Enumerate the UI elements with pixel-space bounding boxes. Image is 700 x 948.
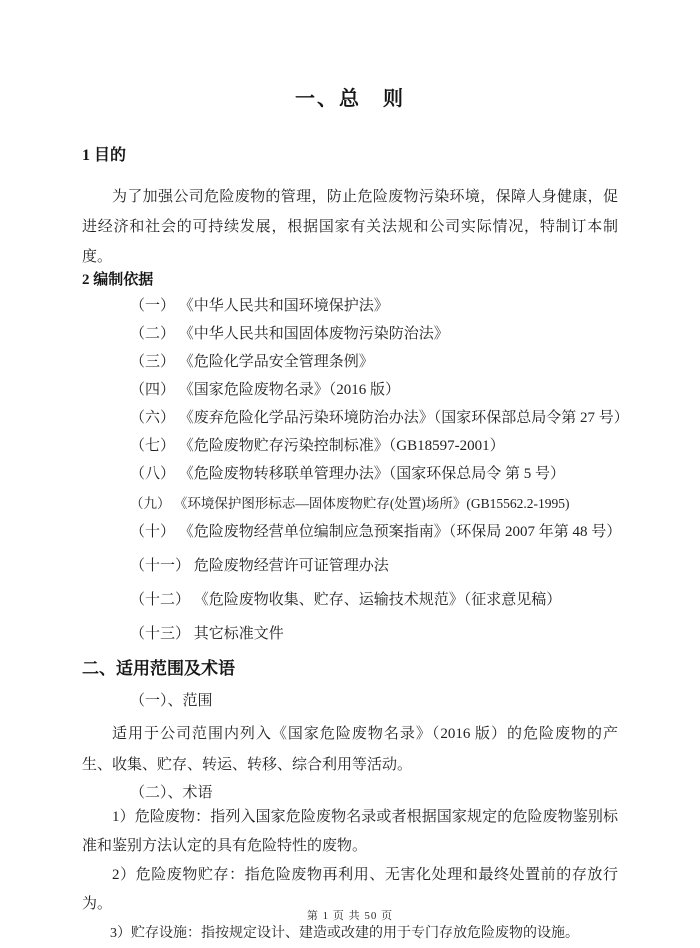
basis-item-4: （四） 《国家危险废物名录》（2016 版） <box>130 382 401 398</box>
basis-item-3: （三） 《危险化学品安全管理条例》 <box>130 354 374 370</box>
purpose-paragraph: 为了加强公司危险废物的管理，防止危险废物污染环境，保障人身健康，促进经济和社会的可持续发展，根据国家有关法规和公司实际情况，特制订本制度。 <box>82 189 618 265</box>
basis-item-12: （十二） 《危险废物收集、贮存、运输技术规范》（征求意见稿） <box>130 592 562 608</box>
basis-item-11: （十一） 危险废物经营许可证管理办法 <box>130 558 389 574</box>
chapter-title: 一、总 则 <box>295 88 405 110</box>
basis-item-6: （六） 《废弃危险化学品污染环境防治办法》（国家环保部总局令第 27 号） <box>130 410 629 426</box>
basis-item-10: （十） 《危险废物经营单位编制应急预案指南》（环保局 2007 年第 48 号） <box>130 524 622 540</box>
section-heading-purpose: 1 目的 <box>82 147 127 164</box>
range-paragraph: 适用于公司范围内列入《国家危险废物名录》（2016 版）的危险废物的产生、收集、贮存、转运、转移、综合利用等活动。 <box>82 726 618 773</box>
term-definition-1: 1）危险废物：指列入国家危险废物名录或者根据国家规定的危险废物鉴别标准和鉴别方法认定的具有危险特性的废物。 <box>82 809 618 854</box>
page-number-footer: 第 1 页 共 50 页 <box>306 910 394 922</box>
subsection-heading-range: （一）、范围 <box>130 693 213 709</box>
basis-reference-list <box>82 296 629 644</box>
section-heading-scope: 二、适用范围及术语 <box>82 659 235 678</box>
basis-item-7: （七） 《危险废物贮存污染控制标准》（GB18597-2001） <box>130 438 505 454</box>
basis-item-2: （二） 《中华人民共和国固体废物污染防治法》 <box>130 326 449 342</box>
basis-item-9: （九） 《环境保护图形标志—固体废物贮存(处置)场所》(GB15562.2-1995) <box>130 496 570 511</box>
term-definition-2: 2）危险废物贮存：指危险废物再利用、无害化处理和最终处置前的存放行为。 <box>82 867 618 912</box>
basis-item-1: （一） 《中华人民共和国环境保护法》 <box>130 298 389 314</box>
basis-item-8: （八） 《危险废物转移联单管理办法》（国家环保总局令 第 5 号） <box>130 466 566 482</box>
section-heading-basis: 2 编制依据 <box>82 272 154 288</box>
term-definition-3: 3）贮存设施：指按规定设计、建造或改建的用于专门存放危险废物的设施。 <box>110 926 579 941</box>
subsection-heading-terms: （二）、术语 <box>130 785 213 801</box>
basis-item-13: （十三） 其它标准文件 <box>130 626 284 642</box>
